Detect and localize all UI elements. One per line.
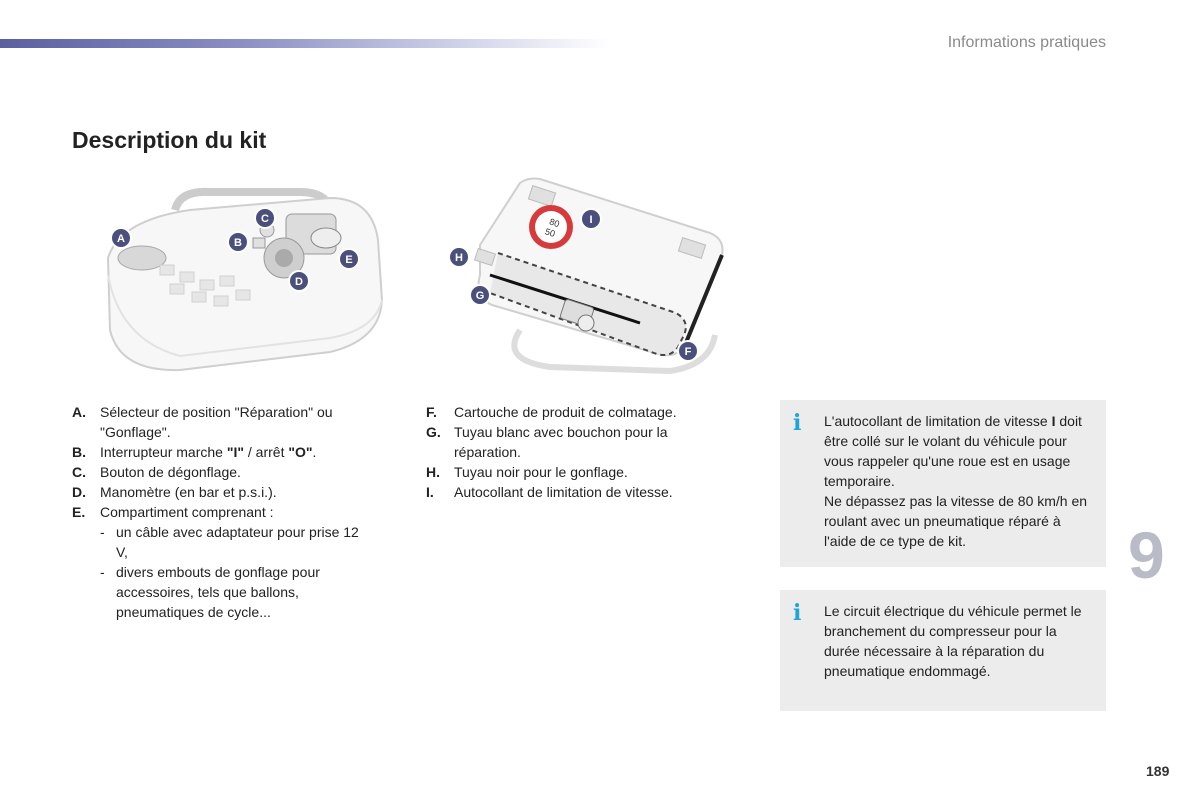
page-number: 189 <box>1146 763 1170 779</box>
header-accent-bar <box>0 39 610 48</box>
marker-f <box>678 341 698 361</box>
marker-b <box>228 232 248 252</box>
svg-text:G: G <box>475 290 485 302</box>
svg-text:H: H <box>455 252 463 264</box>
marker-e <box>339 249 359 269</box>
marker-h <box>449 247 469 267</box>
legend-item-e: E. Compartiment comprenant : <box>72 504 274 520</box>
note-paragraph: Le circuit électrique du véhicule permet le branchement du compresseur pour la durée nécessaire à la réparation du pneumatique endommagé. <box>824 603 1082 679</box>
svg-text:B: B <box>234 237 242 249</box>
marker-a <box>111 228 131 248</box>
info-icon: i <box>793 410 802 436</box>
svg-text:I: I <box>589 214 593 226</box>
svg-text:C: C <box>261 213 269 225</box>
legend-sub-item: - un câble avec adaptateur pour prise 12 V, <box>100 524 359 560</box>
page-title: Description du kit <box>72 127 267 153</box>
legend-item-c: C. Bouton de dégonflage. <box>72 464 241 480</box>
legend-item-h: H. Tuyau noir pour le gonflage. <box>426 464 628 480</box>
svg-text:D: D <box>295 276 303 288</box>
svg-text:F: F <box>684 346 692 358</box>
section-title: Informations pratiques <box>947 34 1106 51</box>
legend-middle <box>426 402 726 502</box>
kit-bottom-illustration <box>440 175 740 375</box>
svg-text:80: 80 <box>548 216 561 230</box>
note-paragraph: Ne dépassez pas la vitesse de 80 km/h en roulant avec un pneumatique réparé à l'aide de ce type de kit. <box>824 493 1088 549</box>
legend-item-i: I. Autocollant de limitation de vitesse. <box>426 484 673 500</box>
svg-text:A: A <box>117 233 125 245</box>
kit-top-illustration <box>100 180 385 380</box>
marker-i <box>581 209 601 229</box>
legend-sub-item: - divers embouts de gonflage pour accessoires, tels que ballons, pneumatiques de cycle... <box>100 564 320 620</box>
note-paragraph: L'autocollant de limitation de vitesse I doit être collé sur le volant du véhicule pour vous rappeler qu'une roue est en usage temporaire. <box>824 413 1082 489</box>
legend-item-d: D. Manomètre (en bar et p.s.i.). <box>72 484 277 500</box>
marker-d <box>289 271 309 291</box>
legend-left <box>72 402 372 622</box>
legend-item-f: F. Cartouche de produit de colmatage. <box>426 404 677 420</box>
marker-g <box>470 285 490 305</box>
svg-text:50: 50 <box>543 226 557 239</box>
svg-text:E: E <box>345 254 353 266</box>
info-icon: i <box>793 600 802 626</box>
legend-item-g: G. Tuyau blanc avec bouchon pour la réparation. <box>426 424 668 460</box>
chapter-number: 9 <box>1128 518 1165 592</box>
info-note-speed-sticker <box>780 400 1106 567</box>
legend-item-b: B. Interrupteur marche "I" / arrêt "O". <box>72 444 317 460</box>
info-note-electrical-circuit <box>780 590 1106 711</box>
legend-item-a: A. Sélecteur de position "Réparation" ou "Gonflage". <box>72 404 333 440</box>
speed-sticker <box>529 205 573 249</box>
marker-c <box>255 208 275 228</box>
